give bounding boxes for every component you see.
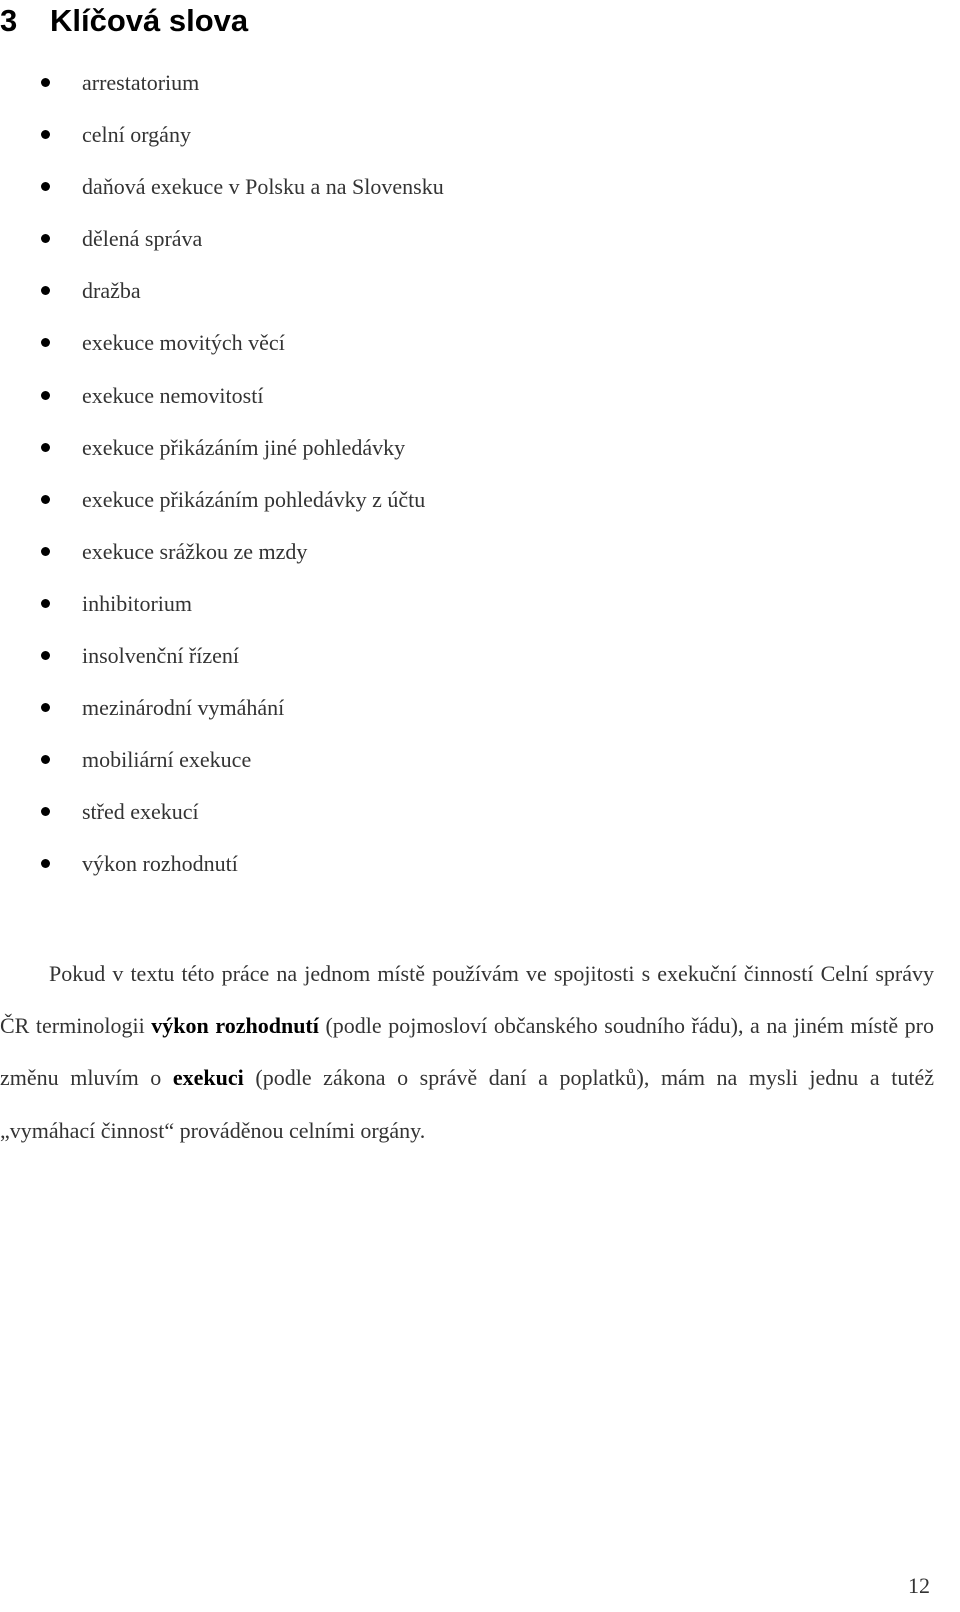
bullet-icon	[41, 703, 50, 712]
keyword-text: exekuce přikázáním pohledávky z účtu	[82, 486, 426, 512]
keyword-text: exekuce nemovitostí	[82, 382, 264, 408]
paragraph-text: (podle pojmosloví občanského soudního řádu), a na jiném místě pro změnu mluvím o	[0, 1013, 935, 1091]
keyword-text: daňová exekuce v Polsku a na Slovensku	[82, 174, 444, 200]
bullet-icon	[41, 547, 50, 556]
bullet-icon	[41, 286, 50, 295]
body-paragraph	[0, 948, 934, 1157]
section-number: 3	[0, 3, 18, 38]
keyword-text: dělená správa	[82, 226, 203, 252]
keyword-text: exekuce srážkou ze mzdy	[82, 538, 308, 564]
bullet-icon	[41, 234, 50, 243]
bullet-icon	[41, 130, 50, 139]
bullet-icon	[41, 338, 50, 347]
keyword-text: arrestatorium	[82, 70, 200, 95]
term-exekuce: exekuci	[172, 1065, 244, 1091]
bullet-icon	[41, 495, 50, 504]
bullet-icon	[41, 755, 50, 764]
keyword-text: insolvenční řízení	[82, 643, 240, 669]
page-number: 12	[908, 1573, 930, 1598]
paragraph-text: (podle zákona o správě daní a poplatků), mám na mysli jednu a tutéž „vymáhací činnost“ prováděnou celními orgány.	[0, 1065, 934, 1143]
section-heading	[0, 2, 248, 40]
keyword-text: dražba	[82, 278, 141, 304]
keyword-text: inhibitorium	[82, 590, 192, 616]
bullet-icon	[41, 599, 50, 608]
bullet-icon	[41, 443, 50, 452]
bullet-icon	[41, 391, 50, 400]
keyword-text: mobiliární exekuce	[82, 747, 252, 773]
section-title: Klíčová slova	[50, 3, 249, 38]
bullet-icon	[41, 859, 50, 868]
term-vykon-rozhodnuti: výkon rozhodnutí	[151, 1013, 319, 1039]
keyword-text: celní orgány	[82, 122, 191, 148]
keyword-text: mezinárodní vymáhání	[82, 695, 285, 721]
keyword-text: exekuce movitých věcí	[82, 330, 285, 356]
keyword-text: exekuce přikázáním jiné pohledávky	[82, 434, 406, 460]
paragraph-text: Pokud v textu této práce na jednom místě používám ve spojitosti s exekuční činností Celní správy ČR terminologii	[0, 961, 934, 1039]
bullet-icon	[41, 807, 50, 816]
bullet-icon	[41, 78, 50, 87]
keyword-text: střed exekucí	[82, 799, 199, 825]
keyword-text: výkon rozhodnutí	[82, 851, 238, 877]
bullet-icon	[41, 182, 50, 191]
bullet-icon	[41, 651, 50, 660]
